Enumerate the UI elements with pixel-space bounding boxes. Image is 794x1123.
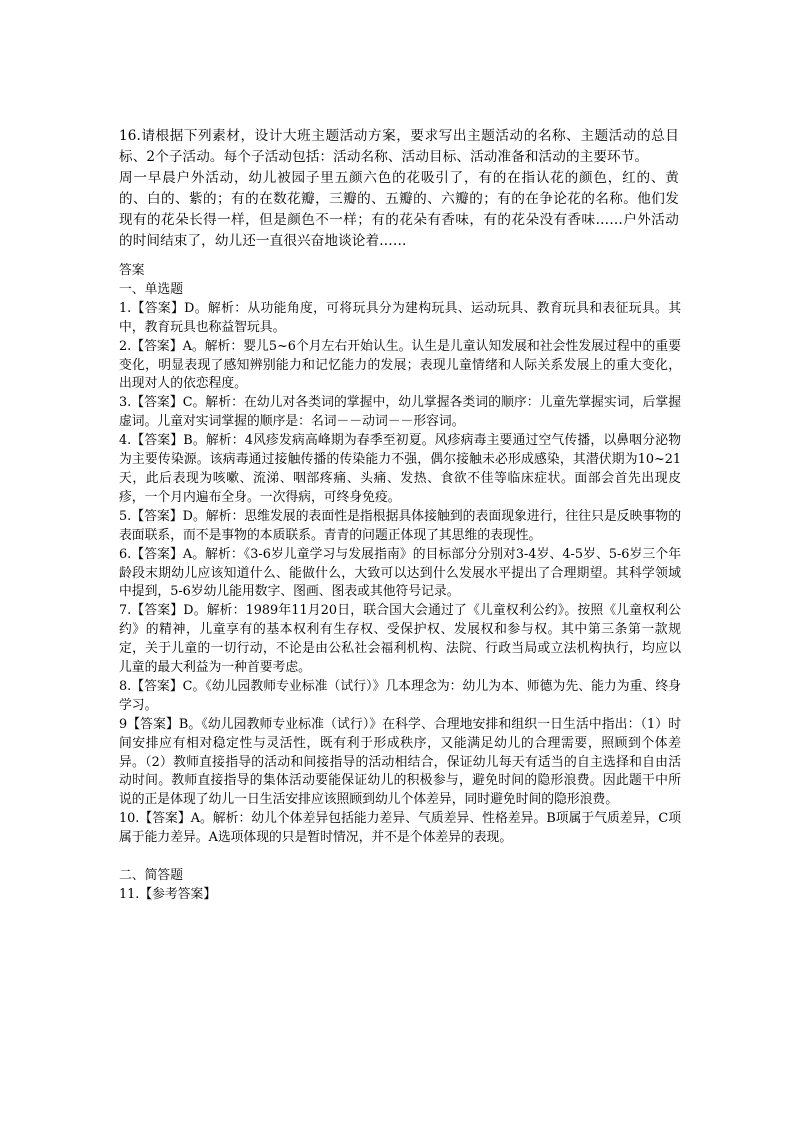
- answer-item-10: 10.【答案】A。解析：幼儿个体差异包括能力差异、气质差异、性格差异。B项属于气质差异，C项属于能力差异。A选项体现的只是暂时情况，并不是个体差异的表现。: [119, 811, 681, 846]
- question-16-prompt: 16.请根据下列素材，设计大班主题活动方案，要求写出主题活动的名称、主题活动的总目标、2个子活动。每个子活动包括：活动名称、活动目标、活动准备和活动的主要环节。: [119, 128, 679, 165]
- answers-heading: 答案: [119, 263, 145, 278]
- answer-item-6: 6.【答案】A。解析：《3-6岁儿童学习与发展指南》的目标部分分别对3-4岁、4-5岁、5-6岁三个年龄段末期幼儿应该知道什么、能做什么，大致可以达到什么发展水平提出了合理期望。其科学领域中提到，5-6岁幼儿能用数字、图画、图表或其他符号记录。: [119, 546, 681, 600]
- answer-item-1: 1.【答案】D。解析：从功能角度，可将玩具分为建构玩具、运动玩具、教育玩具和表征玩具。其中，教育玩具也称益智玩具。: [119, 300, 681, 335]
- answer-item-7: 7.【答案】D。解析：1989年11月20日，联合国大会通过了《儿童权利公约》。按照《儿童权利公约》的精神，儿童享有的基本权利有生存权、受保护权、发展权和参与权。其中第三条第一款规定，关于儿童的一切行动，不论是由公私社会福利机构、法院、行政当局或立法机构执行，均应以儿童的最大利益为一种首要考虑。: [119, 603, 681, 676]
- answer-item-4: 4.【答案】B。解析：4风疹发病高峰期为春季至初夏。风疹病毒主要通过空气传播，以鼻咽分泌物为主要传染源。该病毒通过接触传播的传染能力不强，偶尔接触未必形成感染，其潜伏期为10~21天，此后表现为咳嗽、流涕、咽部疼痛、头痛、发热、食欲不佳等临床症状。面部会首先出现皮疹，一个月内遍布全身。一次得病，可终身免疫。: [119, 433, 681, 505]
- answer-section: [119, 262, 681, 905]
- section-spacer: [119, 848, 681, 867]
- question-16-material: 周一早晨户外活动，幼儿被园子里五颜六色的花吸引了，有的在指认花的颜色，红的、黄的、白的、紫的；有的在数花瓣，三瓣的、五瓣的、六瓣的；有的在争论花的名称。他们发现有的花朵长得一样，但是颜色不一样；有的花朵有香味，有的花朵没有香味……户外活动的时间结束了，幼儿还一直很兴奋地谈论着……: [119, 170, 679, 249]
- answer-item-3: 3.【答案】C。解析：在幼儿对各类词的掌握中，幼儿掌握各类词的顺序：儿童先掌握实词，后掌握虚词。儿童对实词掌握的顺序是：名词－－动词－－形容词。: [119, 395, 681, 430]
- answer-item-8: 8.【答案】C。《幼儿园教师专业标准（试行）》几本理念为：幼儿为本、师德为先、能力为重、终身学习。: [119, 678, 681, 713]
- section-title-single-choice: 一、单选题: [119, 281, 183, 297]
- answer-item-11: 11.【参考答案】: [119, 886, 217, 902]
- answer-item-2: 2.【答案】A。解析：婴儿5~6个月左右开始认生。认生是儿童认知发展和社会性发展过程中的重要变化，明显表现了感知辨别能力和记忆能力的发展；表现儿童情绪和人际关系发展上的重大变化，出现对人的依恋程度。: [119, 338, 681, 392]
- answer-item-5: 5.【答案】D。解析：思维发展的表面性是指根据具体接触到的表面现象进行，往往只是反映事物的表面联系，而不是事物的本质联系。青青的问题正体现了其思维的表现性。: [119, 508, 681, 543]
- section-title-short-answer: 二、简答题: [119, 867, 183, 883]
- answer-item-9: 9【答案】B。《幼儿园教师专业标准（试行）》在科学、合理地安排和组织一日生活中指出：（1）时间安排应有相对稳定性与灵活性，既有利于形成秩序，又能满足幼儿的合理需要，照顾到个体差异。（2）教师直接指导的活动和间接指导的活动相结合，保证幼儿每天有适当的自主选择和自由活动时间。教师直接指导的集体活动要能保证幼儿的积极参与，避免时间的隐形浪费。因此题干中所说的正是体现了幼儿一日生活安排应该照顾到幼儿个体差异，同时避免时间的隐形浪费。: [119, 716, 681, 808]
- question-16: [119, 126, 679, 252]
